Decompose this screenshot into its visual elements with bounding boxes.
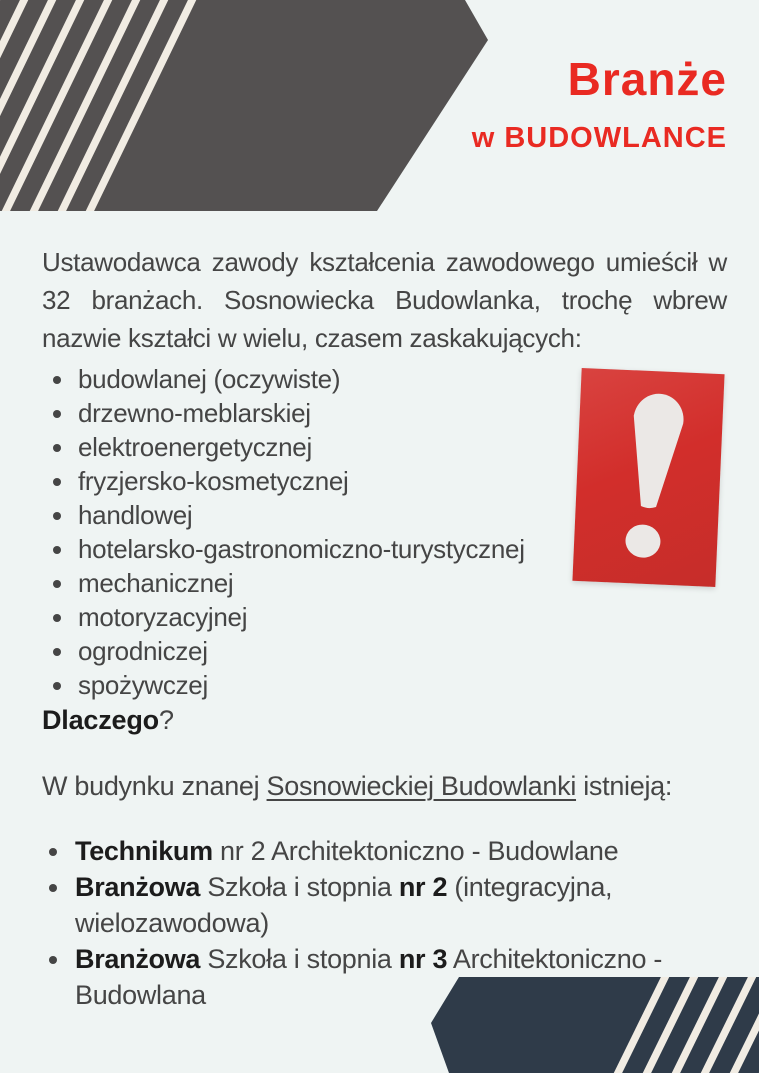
why-bold-text: Dlaczego (42, 705, 159, 735)
school-item (72, 941, 727, 1013)
main-content (42, 243, 727, 1013)
school-bold-1: Technikum (75, 836, 213, 866)
page-title: Branże (567, 53, 727, 105)
branch-item: • elektroenergetycznej (76, 430, 727, 464)
school-bold-2: nr 2 (398, 872, 448, 902)
building-prefix: W budynku znanej (42, 771, 267, 801)
branch-item: • ogrodniczej (76, 634, 727, 668)
school-text-1: Szkoła i stopnia (200, 872, 399, 902)
branches-list (42, 362, 727, 702)
why-question-mark: ? (158, 705, 174, 735)
school-text-2: (integracyjna, wielozawodowa) (75, 872, 613, 938)
branch-item: • budowlanej (oczywiste) (76, 362, 727, 396)
school-text-2: Architektoniczno - Budowlana (75, 944, 663, 1010)
school-bold-1: Branżowa (75, 872, 201, 902)
schools-list (42, 833, 727, 1013)
header (472, 54, 727, 154)
school-text-1: Szkoła i stopnia (200, 944, 399, 974)
branch-item: • motoryzacyjnej (76, 600, 727, 634)
branch-item: • hotelarsko-gastronomiczno-turystycznej (76, 532, 727, 566)
school-item (72, 833, 727, 869)
building-intro-line (42, 767, 727, 805)
why-question-line (42, 702, 727, 738)
branch-item: • mechanicznej (76, 566, 727, 600)
underlined-school-name: Sosnowieckiej Budowlanki (266, 771, 577, 801)
branch-item: • fryzjersko-kosmetycznej (76, 464, 727, 498)
school-bold-2: nr 3 (398, 944, 448, 974)
building-suffix: istnieją: (576, 771, 673, 801)
branch-item: • spożywczej (76, 668, 727, 702)
school-item (72, 869, 727, 941)
page-subtitle: w BUDOWLANCE (471, 122, 727, 154)
school-text-1: nr 2 Architektoniczno - Budowlane (212, 836, 619, 866)
branch-item: • drzewno-meblarskiej (76, 396, 727, 430)
intro-paragraph: Ustawodawca zawody kształcenia zawodowego umieścił w 32 branżach. Sosnowiecka Budowlanka, trochę wbrew nazwie kształci w wielu, czasem zaskakujących: (42, 247, 727, 353)
branch-item: • handlowej (76, 498, 727, 532)
top-left-arrow-decoration (0, 0, 490, 211)
school-bold-1: Branżowa (75, 944, 201, 974)
